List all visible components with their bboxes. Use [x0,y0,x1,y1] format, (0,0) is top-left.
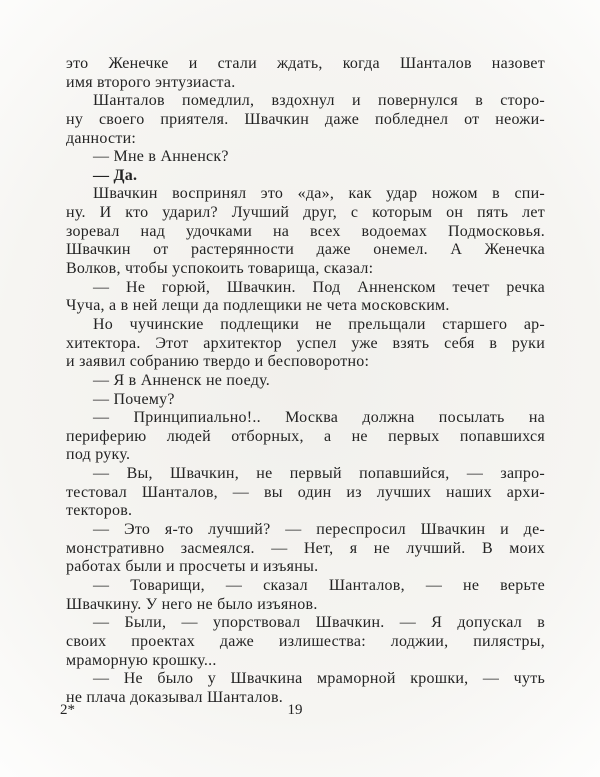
text-line: имя второго энтузиаста. [66,73,236,91]
text-line: — Да. [93,166,138,184]
text-line: — Не горюй, Швачкин. Под Анненском течет речка [93,278,545,296]
text-line: — Не было у Швачкина мраморной крошки, — чуть [93,670,545,688]
text-line: хитектора. Этот архитектор успел уже взять себя в руки [66,334,545,352]
text-line: Волков, чтобы успокоить товарища, сказал: [66,260,374,278]
page-number: 19 [287,702,303,718]
signature-mark: 2* [60,702,75,718]
text-line: тестовал Шанталов, — вы один из лучших наших архи- [66,483,545,501]
text-line: и заявил собранию твердо и бесповоротно: [66,353,370,371]
text-line: Но чучинские подлещики не прельщали старшего ар- [93,315,545,333]
text-line: не плача доказывал Шанталов. [66,688,284,706]
text-line: — Я в Анненск не поеду. [93,371,271,389]
text-line: Швачкину. У него не было изъянов. [66,595,318,613]
text-line: — Товарищи, — сказал Шанталов, — не верьте [93,576,545,594]
text-line: данности: [66,129,137,147]
text-line: Чуча, а в ней лещи да подлещики не чета московским. [66,297,450,315]
text-line: — Это я-то лучший? — переспросил Швачкин и де- [93,521,545,539]
body-text [66,55,545,707]
text-line: текторов. [66,502,133,520]
text-line: — Были, — упорствовал Швачкин. — Я допускал в [93,614,545,632]
text-line: монстративно засмеялся. — Нет, я не лучший. В моих [66,539,545,557]
text-line: работах были и просчеты и изъяны. [66,558,319,576]
text-line: ну. И кто ударил? Лучший друг, с которым он пять лет [66,204,545,222]
text-line: под руку. [66,446,131,464]
text-line: ну своего приятеля. Швачкин даже побледнел от неожи- [66,110,545,128]
text-line: периферию людей отборных, а не первых попавшихся [66,427,545,445]
text-line: своих проектах даже излишества: лоджии, пилястры, [66,632,545,650]
text-line: Шанталов помедлил, вздохнул и повернулся в сторо- [93,92,545,110]
text-line: — Принципиально!.. Москва должна посылать на [93,409,545,427]
text-line: Швачкин от растерянности даже онемел. А Женечка [66,241,545,259]
text-line: Швачкин воспринял это «да», как удар ножом в спи- [93,185,545,203]
text-line: зоревал над удочками на всех водоемах Подмосковья. [66,222,545,240]
text-line: — Почему? [93,390,175,408]
text-line: — Вы, Швачкин, не первый попавшийся, — запро- [93,465,545,483]
text-line: мраморную крошку... [66,651,217,669]
text-line: — Мне в Анненск? [93,148,229,166]
text-line: это Женечке и стали ждать, когда Шанталов назовет [66,55,545,72]
